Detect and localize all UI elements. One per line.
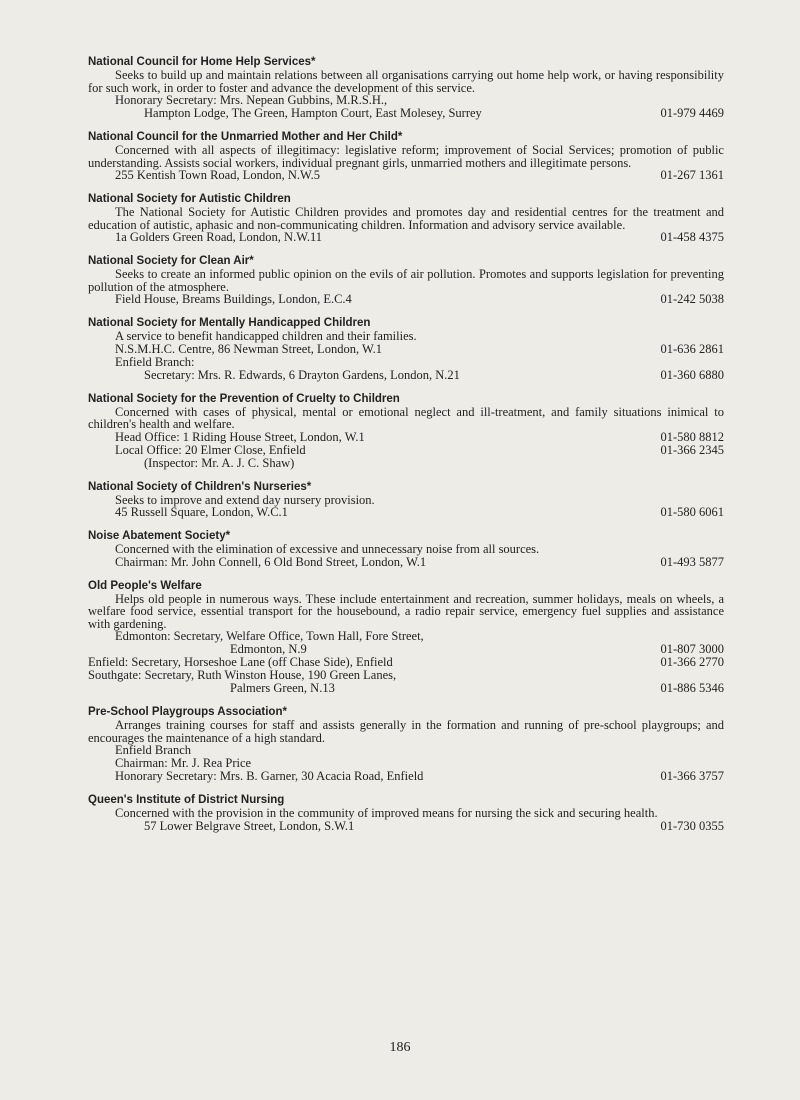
entry-contact-line [88, 293, 724, 306]
entry-description: Seeks to build up and maintain relations between all organisations carrying out home help work, or having responsibility for such work, in order to foster and advance the development of this service. [88, 68, 724, 95]
directory-entry [88, 131, 724, 182]
contact-text: Edmonton: Secretary, Welfare Office, Town Hall, Fore Street, [115, 629, 424, 643]
directory-entry [88, 393, 724, 470]
entry-description: Concerned with all aspects of illegitimacy: legislative reform; improvement of Social Services; promotion of public understanding. Assists social workers, individual pregnant girls, unmarried mothers and illegitimate persons. [88, 143, 724, 170]
entry-title: Old People's Welfare [88, 579, 202, 592]
entry-contact-line [88, 356, 724, 369]
directory-entry [88, 56, 724, 120]
entry-contact-line [88, 444, 724, 457]
phone-number: 01-360 6880 [660, 367, 724, 382]
entry-contact-line [88, 820, 724, 833]
entry-description: The National Society for Autistic Children provides and promotes day and residential centres for the treatment and education of autistic, aphasic and non-communicating children. Information and advisory service available. [88, 205, 724, 232]
contact-text: 45 Russell Square, London, W.C.1 [115, 505, 288, 519]
phone-number: 01-730 0355 [660, 818, 724, 833]
entry-title: National Council for the Unmarried Mother and Her Child* [88, 131, 403, 143]
phone-number: 01-366 3757 [660, 769, 724, 783]
phone-number: 01-886 5346 [660, 681, 724, 695]
entry-title: National Society for the Prevention of Cruelty to Children [88, 392, 400, 405]
entry-description: Concerned with cases of physical, mental or emotional neglect and ill-treatment, and family situations inimical to children's health and welfare. [88, 404, 724, 431]
contact-text: N.S.M.H.C. Centre, 86 Newman Street, London, W.1 [115, 341, 382, 356]
contact-text: Head Office: 1 Riding House Street, London, W.1 [115, 429, 365, 444]
entry-title: Noise Abatement Society* [88, 530, 231, 542]
entry-contact-line [88, 231, 724, 244]
contact-text: Field House, Breams Buildings, London, E.C.4 [115, 292, 352, 306]
entry-description: Concerned with the provision in the community of improved means for nursing the sick and securing health. [115, 806, 658, 820]
entry-contact-line [88, 369, 724, 382]
page-number: 186 [389, 1040, 411, 1055]
contact-text: Secretary: Mrs. R. Edwards, 6 Drayton Gardens, London, N.21 [144, 367, 460, 382]
entry-title: Pre-School Playgroups Association* [88, 706, 287, 718]
entry-description: A service to benefit handicapped children and their families. [115, 329, 417, 343]
entry-title: National Society for Autistic Children [88, 193, 291, 205]
contact-text: Honorary Secretary: Mrs. Nepean Gubbins, M.R.S.H., [115, 93, 388, 107]
entry-description: Seeks to improve and extend day nursery provision. [115, 492, 375, 507]
phone-number: 01-979 4469 [660, 106, 724, 120]
entry-contact-line [88, 431, 724, 444]
phone-number: 01-636 2861 [660, 341, 724, 356]
directory-entry [88, 255, 724, 306]
entry-description: Seeks to create an informed public opinion on the evils of air pollution. Promotes and supports legislation for preventing pollution of the atmosphere. [88, 267, 724, 294]
entry-contact-line [88, 169, 724, 182]
entry-contact-line [88, 506, 724, 519]
directory-entry [88, 706, 724, 783]
directory-entry [88, 481, 724, 520]
entry-description: Helps old people in numerous ways. These include entertainment and recreation, summer holidays, meals on wheels, a welfare food service, essential transport for the housebound, a radio repair service, emergency fuel supplies and assistance with gardening. [88, 591, 724, 631]
contact-text: Honorary Secretary: Mrs. B. Garner, 30 Acacia Road, Enfield [115, 769, 424, 783]
entry-title: National Society of Children's Nurseries* [88, 480, 312, 493]
phone-number: 01-807 3000 [660, 642, 724, 656]
phone-number: 01-580 6061 [660, 505, 724, 519]
entry-contact-line [88, 556, 724, 569]
entry-contact-line [88, 630, 724, 643]
directory-entry [88, 317, 724, 382]
phone-number: 01-267 1361 [660, 168, 724, 182]
directory-entry [88, 193, 724, 244]
contact-text: 57 Lower Belgrave Street, London, S.W.1 [144, 818, 355, 833]
contact-text: Enfield: Secretary, Horseshoe Lane (off Chase Side), Enfield [88, 655, 393, 669]
contact-text: 255 Kentish Town Road, London, N.W.5 [115, 168, 321, 182]
contact-text: Hampton Lodge, The Green, Hampton Court, East Molesey, Surrey [144, 106, 482, 120]
phone-number: 01-242 5038 [660, 292, 724, 306]
contact-text: Southgate: Secretary, Ruth Winston House, 190 Green Lanes, [88, 668, 397, 682]
contact-text: (Inspector: Mr. A. J. C. Shaw) [144, 455, 295, 470]
contact-text: Enfield Branch [115, 743, 192, 757]
entry-title: Queen's Institute of District Nursing [88, 794, 285, 806]
contact-text: Local Office: 20 Elmer Close, Enfield [115, 442, 306, 457]
directory-entry [88, 794, 724, 833]
entry-description: Concerned with the elimination of excessive and unnecessary noise from all sources. [115, 542, 540, 556]
contact-text: Palmers Green, N.13 [230, 681, 335, 695]
phone-number: 01-366 2345 [660, 442, 724, 457]
phone-number: 01-366 2770 [660, 655, 724, 669]
entry-title: National Society for Clean Air* [88, 255, 254, 267]
entry-title: National Council for Home Help Services* [88, 56, 316, 68]
entry-contact-line [88, 770, 724, 783]
entry-description: Arranges training courses for staff and assists generally in the formation and running of pre-school playgroups; and encourages the maintenance of a high standard. [88, 718, 724, 745]
entry-contact-line [88, 457, 724, 470]
directory-entry [88, 530, 724, 569]
phone-number: 01-580 8812 [660, 429, 724, 444]
entries-list [88, 56, 724, 844]
entry-title: National Society for Mentally Handicapped Children [88, 317, 371, 329]
contact-text: Chairman: Mr. John Connell, 6 Old Bond Street, London, W.1 [115, 554, 427, 569]
entry-contact-line [88, 343, 724, 356]
phone-number: 01-458 4375 [660, 230, 724, 244]
entry-contact-line [88, 682, 724, 695]
contact-text: Enfield Branch: [115, 354, 195, 369]
contact-text: Edmonton, N.9 [230, 642, 307, 656]
contact-text: Chairman: Mr. J. Rea Price [115, 756, 252, 770]
phone-number: 01-493 5877 [660, 554, 724, 569]
directory-entry [88, 580, 724, 696]
contact-text: 1a Golders Green Road, London, N.W.11 [115, 230, 323, 244]
entry-contact-line [88, 107, 724, 120]
entry-contact-line [88, 669, 724, 682]
